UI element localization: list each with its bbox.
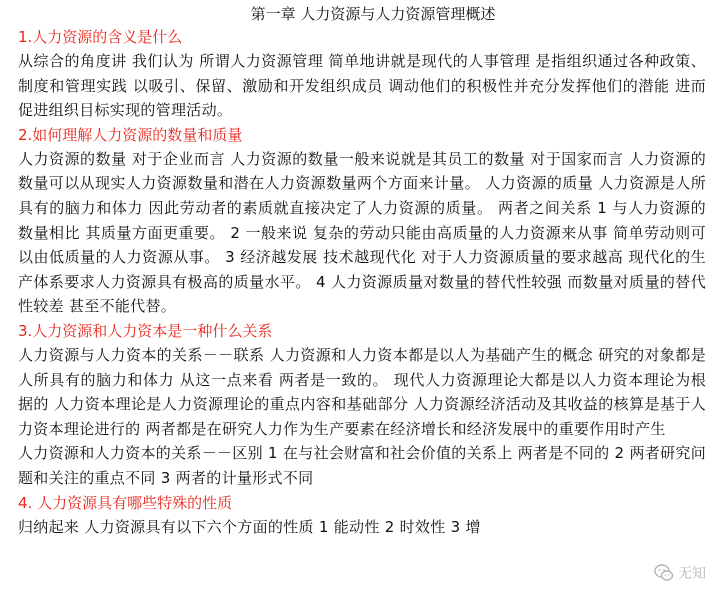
- section-3: [18, 319, 706, 491]
- document-title: 第一章 人力资源与人力资源管理概述: [250, 5, 496, 23]
- section-paragraph: 从综合的角度讲 我们认为 所谓人力资源管理 简单地讲就是现代的人事管理 是指组织通过各种政策、制度和管理实践 以吸引、保留、激励和开发组织成员 调动他们的积极性并充分发挥他们的潜能 进而促进组织目标实现的管理活动。: [18, 52, 706, 120]
- section-4: [18, 491, 706, 540]
- section-paragraph: 人力资源和人力资本的关系－－区别 1 在与社会财富和社会价值的关系上 两者是不同的 2 两者研究问题和关注的重点不同 3 两者的计量形式不同: [18, 444, 706, 487]
- section-heading: 1.人力资源的含义是什么: [18, 28, 183, 46]
- section-paragraph: 人力资源与人力资本的关系－－联系 人力资源和人力资本都是以人为基础产生的概念 研究的对象都是人所具有的脑力和体力 从这一点来看 两者是一致的。 现代人力资源理论大都是以人力资本理论为根据的 人力资本理论是人力资源理论的重点内容和基础部分 人力资源经济活动及其收益的核算是基于人力资本理论进行的 两者都是在研究人力作为生产要素在经济增长和经济发展中的重要作用时产生: [18, 345, 706, 438]
- section-2: [18, 123, 706, 319]
- section-1: [18, 25, 706, 123]
- section-paragraph: 人力资源的数量 对于企业而言 人力资源的数量一般来说就是其员工的数量 对于国家而言 人力资源的数量可以从现实人力资源数量和潜在人力资源数量两个方面来计量。 人力资源的质量 人力资源是人所具有的脑力和体力 因此劳动者的素质就直接决定了人力资源的质量。 两者之间关系 1 与人力资源的数量相比 其质量方面更重要。 2 一般来说 复杂的劳动只能由高质量的人力资源来从事 简单劳动则可以由低质量的人力资源从事。 3 经济越发展 技术越现代化 对于人力资源质量的要求越高 现代化的生产体系要求人力资源具有极高的质量水平。 4 人力资源质量对数量的替代性较强 而数量对质量的替代性较差 甚至不能代替。: [18, 149, 706, 316]
- watermark: [654, 563, 706, 583]
- section-heading: 2.如何理解人力资源的数量和质量: [18, 125, 243, 144]
- section-paragraph: 归纳起来 人力资源具有以下六个方面的性质 1 能动性 2 时效性 3 增: [18, 517, 481, 536]
- watermark-text: 无知: [678, 566, 706, 582]
- wechat-style-logo-icon: [654, 563, 674, 583]
- section-heading: 3.人力资源和人力资本是一种什么关系: [18, 321, 273, 340]
- section-heading: 4. 人力资源具有哪些特殊的性质: [18, 493, 233, 512]
